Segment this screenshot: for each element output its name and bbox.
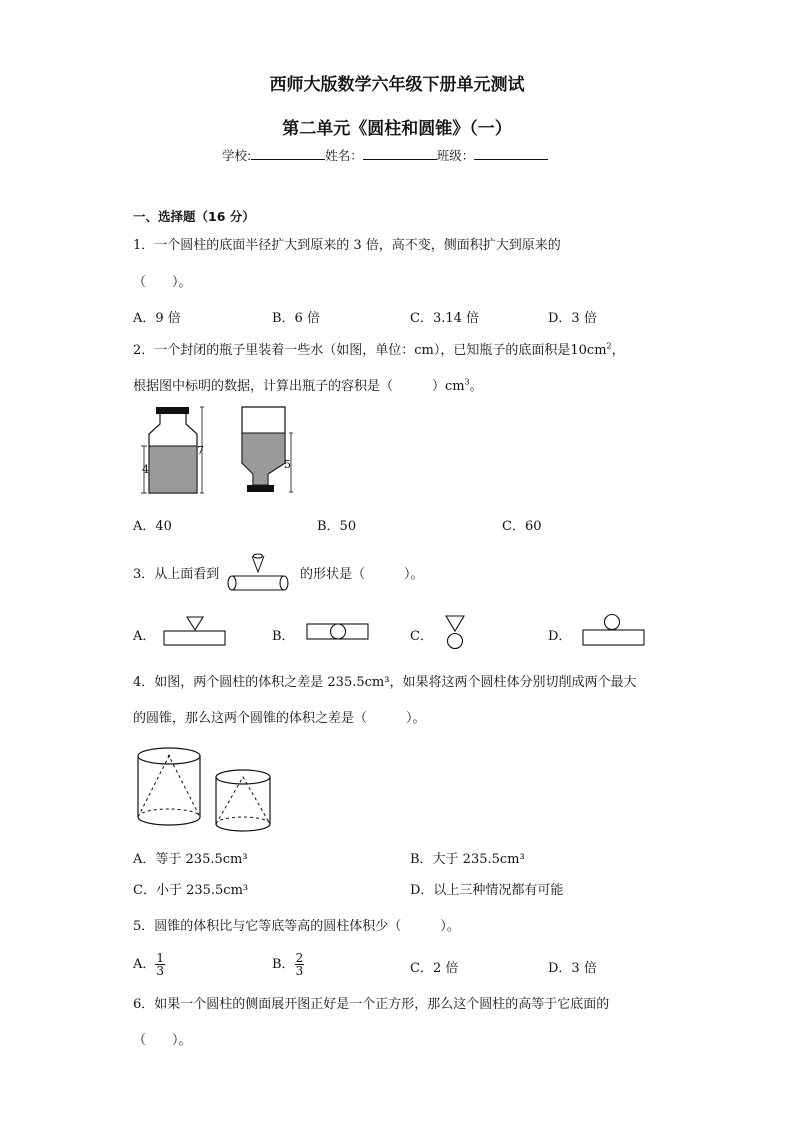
name-label: 姓名：: [325, 148, 363, 163]
name-field[interactable]: [363, 147, 437, 160]
q3-option-d-shape: [582, 613, 646, 647]
q1-option-c[interactable]: C．3.14 倍: [410, 311, 480, 326]
q3-object-figure: [226, 553, 292, 593]
q6-text-cont: （ ）。: [133, 1033, 192, 1048]
q3-suffix: 的形状是（ ）。: [300, 567, 424, 582]
q5-option-a-label: A．: [133, 957, 156, 972]
q4-text-cont: 的圆锥，那么这两个圆锥的体积之差是（ ）。: [133, 711, 426, 726]
q5-option-d[interactable]: D．3 倍: [548, 961, 597, 976]
q3-option-b[interactable]: B．: [272, 629, 295, 644]
q2-text-main: 2．一个封闭的瓶子里装着一些水（如图，单位：cm），已知瓶子的底面积是10cm: [133, 343, 607, 358]
q2-sup: 2: [606, 341, 612, 351]
q5-option-a-fraction: [155, 952, 165, 977]
q2-text-end: ，: [611, 343, 625, 358]
dim-label-5: 5: [284, 458, 291, 471]
q3-option-a[interactable]: A．: [133, 629, 156, 644]
q5-option-c[interactable]: C．2 倍: [410, 961, 459, 976]
q1-text: 1．一个圆柱的底面半径扩大到原来的 3 倍，高不变，侧面积扩大到原来的: [133, 238, 561, 253]
q2-text2-end: 。: [469, 379, 483, 394]
q3-option-c[interactable]: C．: [410, 629, 433, 644]
q2-sup2: 3: [464, 377, 470, 387]
q4-option-c[interactable]: C．小于 235.5cm³: [133, 883, 249, 898]
q3-option-c-shape: [444, 614, 466, 652]
q5-option-b-label: B．: [272, 957, 295, 972]
q3-option-b-shape: [306, 622, 370, 642]
student-info-line: [222, 146, 548, 164]
q4-text: 4．如图，两个圆柱的体积之差是 235.5cm³，如果将这两个圆柱体分别切削成两个最大: [133, 675, 637, 690]
q4-option-d[interactable]: D．以上三种情况都有可能: [410, 883, 564, 898]
fraction-denominator: 3: [295, 964, 304, 978]
q5-option-a[interactable]: [133, 952, 165, 977]
fraction-numerator: 1: [156, 951, 165, 965]
q2-option-c[interactable]: C．60: [502, 519, 542, 534]
q5-text: 5．圆锥的体积比与它等底等高的圆柱体积少（ ）。: [133, 919, 460, 934]
q1-option-a[interactable]: A．9 倍: [133, 311, 181, 326]
bottle2-cap: [247, 485, 274, 492]
bottle1-water: [150, 446, 197, 492]
q1-text-cont: （ ）。: [133, 275, 192, 290]
q2-option-a[interactable]: A．40: [133, 519, 172, 534]
q2-text: [133, 339, 625, 358]
bottle-figure: [130, 400, 310, 500]
cylinders-figure: [136, 745, 276, 835]
class-field[interactable]: [474, 147, 548, 160]
q5-option-b[interactable]: [272, 952, 304, 977]
q2-text-cont: [133, 375, 483, 394]
fraction-numerator: 2: [295, 951, 304, 965]
bottle2-water: [243, 433, 285, 484]
q3-option-d[interactable]: D．: [548, 629, 572, 644]
q2-option-b[interactable]: B．50: [317, 519, 357, 534]
unit-title: 第二单元《圆柱和圆锥》（一）: [282, 119, 512, 139]
dim-label-7: 7: [197, 444, 204, 457]
q6-text: 6．如果一个圆柱的侧面展开图正好是一个正方形，那么这个圆柱的高等于它底面的: [133, 997, 610, 1012]
section-heading: 一、选择题（16 分）: [133, 209, 255, 224]
exam-title: 西师大版数学六年级下册单元测试: [269, 75, 525, 95]
q4-option-a[interactable]: A．等于 235.5cm³: [133, 852, 248, 867]
school-label: 学校:: [222, 148, 252, 163]
q2-text2-main: 根据图中标明的数据，计算出瓶子的容积是（ ）cm: [133, 379, 465, 394]
q5-option-b-fraction: [295, 952, 305, 977]
school-field[interactable]: [251, 147, 325, 160]
dim-label-4: 4: [142, 463, 149, 476]
q3-option-a-shape: [163, 615, 227, 647]
fraction-denominator: 3: [156, 964, 165, 978]
q1-option-b[interactable]: B．6 倍: [272, 311, 320, 326]
q3-prefix: 3．从上面看到: [133, 567, 220, 582]
class-label: 班级：: [436, 148, 475, 163]
q1-option-d[interactable]: D．3 倍: [548, 311, 597, 326]
bottle1-cap: [156, 407, 189, 414]
q4-option-b[interactable]: B．大于 235.5cm³: [410, 852, 525, 867]
